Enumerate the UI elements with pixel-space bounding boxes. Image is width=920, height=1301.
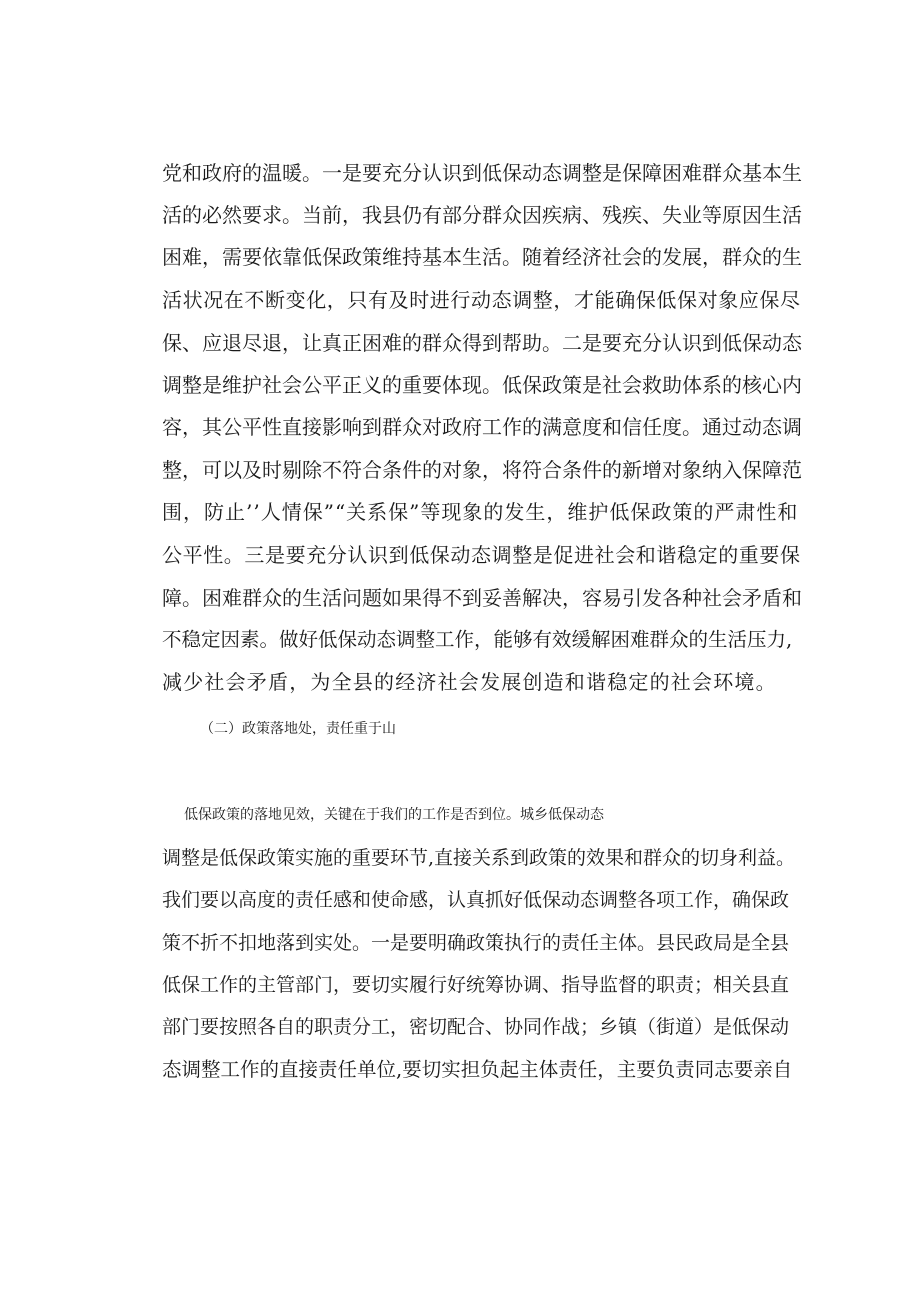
paragraph-1-line-5: 保、应退尽退，让真正困难的群众得到帮助。二是要充分认识到低保动态 — [162, 331, 802, 355]
paragraph-1-line-2: 活的必然要求。当前，我县仍有部分群众因疾病、残疾、失业等原因生活 — [162, 203, 802, 227]
paragraph-1-line-4: 活状况在不断变化，只有及时进行动态调整，才能确保低保对象应保尽 — [162, 288, 801, 312]
paragraph-2-line-1: 低保政策的落地见效，关键在于我们的工作是否到位。城乡低保动态 — [184, 807, 604, 823]
paragraph-2-line-2: 调整是低保政策实施的重要环节,直接关系到政策的效果和群众的切身利益。 — [162, 847, 796, 869]
paragraph-1-line-13: 减少社会矛盾，为全县的经济社会发展创造和谐稳定的社会环境。 — [162, 670, 777, 694]
paragraph-2-line-3: 我们要以高度的责任感和使命感，认真抓好低保动态调整各项工作，确保政 — [162, 889, 790, 911]
paragraph-2-line-6: 部门要按照各自的职责分工，密切配合、协同作战；乡镇（街道）是低保动 — [162, 1016, 790, 1038]
paragraph-2-line-5: 低保工作的主管部门，要切实履行好统筹协调、指导监督的职责；相关县直 — [162, 974, 790, 996]
paragraph-2-line-7: 态调整工作的直接责任单位,要切实担负起主体责任，主要负责同志要亲自 — [162, 1058, 793, 1081]
section-heading: （二）政策落地处，责任重于山 — [200, 721, 396, 737]
paragraph-2-line-4: 策不折不扣地落到实处。一是要明确政策执行的责任主体。县民政局是全县 — [162, 932, 790, 954]
paragraph-1-line-1: 党和政府的温暖。一是要充分认识到低保动态调整是保障困难群众基本生 — [162, 161, 802, 185]
paragraph-1-line-11: 障。困难群众的生活问题如果得不到妥善解决，容易引发各种社会矛盾和 — [162, 586, 802, 610]
paragraph-1-line-12: 不稳定因素。做好低保动态调整工作，能够有效缓解困难群众的生活压力, — [162, 628, 793, 651]
paragraph-1-line-6: 调整是维护社会公平正义的重要体现。低保政策是社会救助体系的核心内 — [162, 373, 802, 397]
paragraph-1-line-10: 公平性。三是要充分认识到低保动态调整是促进社会和谐稳定的重要保 — [162, 543, 801, 567]
paragraph-1-line-3: 困难，需要依靠低保政策维持基本生活。随着经济社会的发展，群众的生 — [162, 245, 802, 269]
paragraph-1-line-9: 围，防止’’人情保”“关系保”等现象的发生，维护低保政策的严肃性和 — [162, 500, 799, 524]
paragraph-1-line-8: 整，可以及时剔除不符合条件的对象，将符合条件的新增对象纳入保障范 — [162, 458, 802, 482]
paragraph-1-line-7: 容，其公平性直接影响到群众对政府工作的满意度和信任度。通过动态调 — [162, 415, 802, 439]
